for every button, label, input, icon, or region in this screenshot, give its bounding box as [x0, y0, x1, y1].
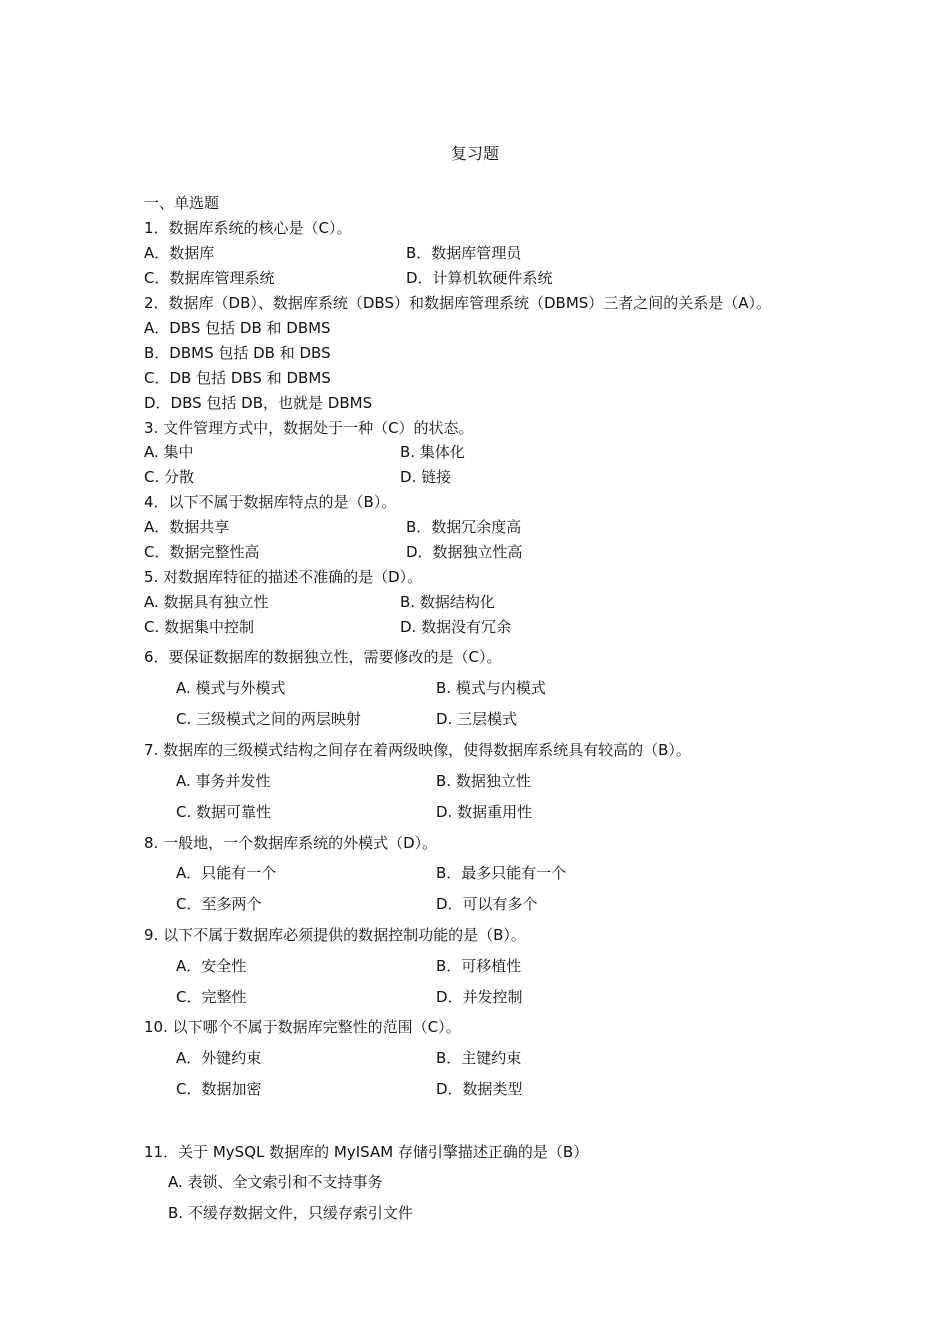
question-1: 1．数据库系统的核心是（C）。	[144, 219, 352, 237]
q10-option-d: D．数据类型	[436, 1080, 523, 1098]
q8-option-d: D．可以有多个	[436, 895, 538, 913]
q3-option-d: D. 链接	[400, 468, 452, 486]
q8-option-b: B．最多只能有一个	[436, 864, 567, 882]
q1-option-c: C．数据库管理系统	[144, 269, 275, 287]
q4-option-d: D．数据独立性高	[406, 543, 523, 561]
question-8: 8. 一般地，一个数据库系统的外模式（D）。	[144, 834, 438, 852]
question-4: 4．以下不属于数据库特点的是（B）。	[144, 493, 397, 511]
q3-option-b: B. 集体化	[400, 443, 465, 461]
q10-option-a: A．外键约束	[176, 1049, 262, 1067]
question-10: 10. 以下哪个不属于数据库完整性的范围（C）。	[144, 1018, 461, 1036]
q5-option-c: C. 数据集中控制	[144, 618, 255, 636]
q5-option-b: B. 数据结构化	[400, 593, 495, 611]
q1-option-d: D．计算机软硬件系统	[406, 269, 553, 287]
question-3: 3. 文件管理方式中，数据处于一种（C）的状态。	[144, 419, 474, 437]
question-11: 11．关于 MySQL 数据库的 MyISAM 存储引擎描述正确的是（B）	[144, 1143, 589, 1161]
q2-option-c: C．DB 包括 DBS 和 DBMS	[144, 369, 331, 387]
q7-option-d: D. 数据重用性	[436, 803, 533, 821]
q4-option-a: A．数据共享	[144, 518, 230, 536]
q8-option-c: C．至多两个	[176, 895, 262, 913]
q3-option-a: A. 集中	[144, 443, 194, 461]
q2-option-b: B．DBMS 包括 DB 和 DBS	[144, 344, 331, 362]
q8-option-a: A．只能有一个	[176, 864, 277, 882]
q11-option-a: A. 表锁、全文索引和不支持事务	[168, 1173, 383, 1191]
q1-option-b: B．数据库管理员	[406, 244, 522, 262]
question-2: 2．数据库（DB）、数据库系统（DBS）和数据库管理系统（DBMS）三者之间的关系是（A）。	[144, 294, 772, 312]
q1-option-a: A．数据库	[144, 244, 215, 262]
section-heading: 一、单选题	[144, 194, 220, 212]
q4-option-c: C．数据完整性高	[144, 543, 260, 561]
q10-option-b: B．主键约束	[436, 1049, 522, 1067]
question-7: 7. 数据库的三级模式结构之间存在着两级映像，使得数据库系统具有较高的（B）。	[144, 741, 691, 759]
q4-option-b: B．数据冗余度高	[406, 518, 522, 536]
q9-option-c: C．完整性	[176, 988, 247, 1006]
question-5: 5. 对数据库特征的描述不准确的是（D）。	[144, 568, 423, 586]
q2-option-d: D．DBS 包括 DB，也就是 DBMS	[144, 394, 373, 412]
q11-option-b: B. 不缓存数据文件，只缓存索引文件	[168, 1204, 413, 1222]
q9-option-b: B．可移植性	[436, 957, 522, 975]
q7-option-a: A. 事务并发性	[176, 772, 271, 790]
q9-option-a: A．安全性	[176, 957, 247, 975]
q6-option-a: A. 模式与外模式	[176, 679, 286, 697]
q10-option-c: C．数据加密	[176, 1080, 262, 1098]
q2-option-a: A．DBS 包括 DB 和 DBMS	[144, 319, 331, 337]
q6-option-d: D. 三层模式	[436, 710, 518, 728]
q7-option-c: C. 数据可靠性	[176, 803, 272, 821]
q5-option-d: D. 数据没有冗余	[400, 618, 512, 636]
page-title: 复习题	[450, 144, 499, 163]
q9-option-d: D．并发控制	[436, 988, 523, 1006]
question-9: 9. 以下不属于数据库必须提供的数据控制功能的是（B）。	[144, 926, 526, 944]
q6-option-b: B. 模式与内模式	[436, 679, 546, 697]
q3-option-c: C. 分散	[144, 468, 195, 486]
q6-option-c: C. 三级模式之间的两层映射	[176, 710, 362, 728]
question-6: 6．要保证数据库的数据独立性，需要修改的是（C）。	[144, 648, 502, 666]
q7-option-b: B. 数据独立性	[436, 772, 531, 790]
q5-option-a: A. 数据具有独立性	[144, 593, 269, 611]
